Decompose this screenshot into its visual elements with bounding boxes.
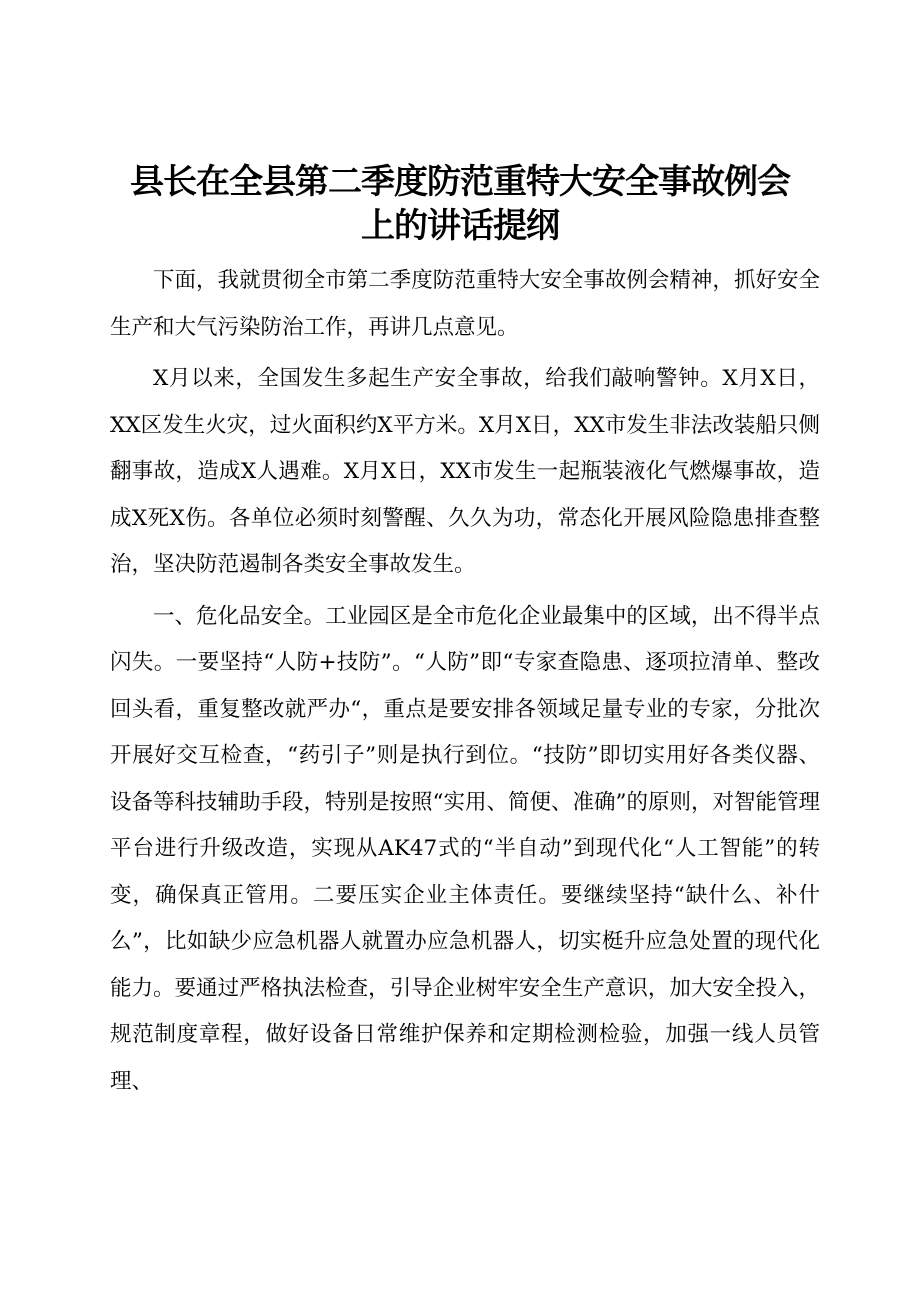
intro-paragraph bbox=[110, 258, 820, 351]
document-title bbox=[100, 160, 820, 248]
title-line-1: 县长在全县第二季度防范重特大安全事故例会 bbox=[130, 162, 790, 202]
section-heading: 一、危化品安全。 bbox=[153, 603, 326, 629]
paragraph-text: 工业园区是全市危化企业最集中的区域，出不得半点闪失。一要坚持“人防+技防”。“人防”即“专家查隐患、逐项拉清单、整改回头看，重复整改就严办“，重点是要安排各领域足量专业的专家，分批次开展好交互检查，“药引子”则是执行到位。“技防”即切实用好各类仪器、设备等科技辅助手段，特别是按照“实用、简便、准确”的原则，对智能管理平台进行升级改造，实现从AK47式的“半自动”到现代化“人工智能”的转变，确保真正管用。二要压实企业主体责任。要继续坚持“缺什么、补什么”，比如缺少应急机器人就置办应急机器人，切实梃升应急处置的现代化能力。要通过严格执法检查，引导企业树牢安全生产意识，加大安全投入，规范制度章程，做好设备日常维护保养和定期检测检验，加强一线人员管理、 bbox=[110, 603, 820, 1094]
hazardous-chemicals-paragraph bbox=[110, 594, 820, 1106]
paragraph-text: X月以来，全国发生多起生产安全事故，给我们敲响警钟。X月X日，XX区发生火灾，过火面积约X平方米。X月X日，XX市发生非法改装船只侧翻事故，造成X人遇难。X月X日，XX市发生一起瓶装液化气燃爆事故，造成X死X伤。各单位必须时刻警醒、久久为功，常态化开展风险隐患排查整治，坚决防范遏制各类安全事故发生。 bbox=[110, 366, 820, 577]
accident-summary-paragraph bbox=[110, 356, 820, 589]
paragraph-text: 下面，我就贯彻全市第二季度防范重特大安全事故例会精神，抓好安全生产和大气污染防治工作，再讲几点意见。 bbox=[110, 268, 820, 340]
document-body bbox=[110, 258, 820, 1105]
title-line-2: 上的讲话提纲 bbox=[361, 206, 559, 246]
